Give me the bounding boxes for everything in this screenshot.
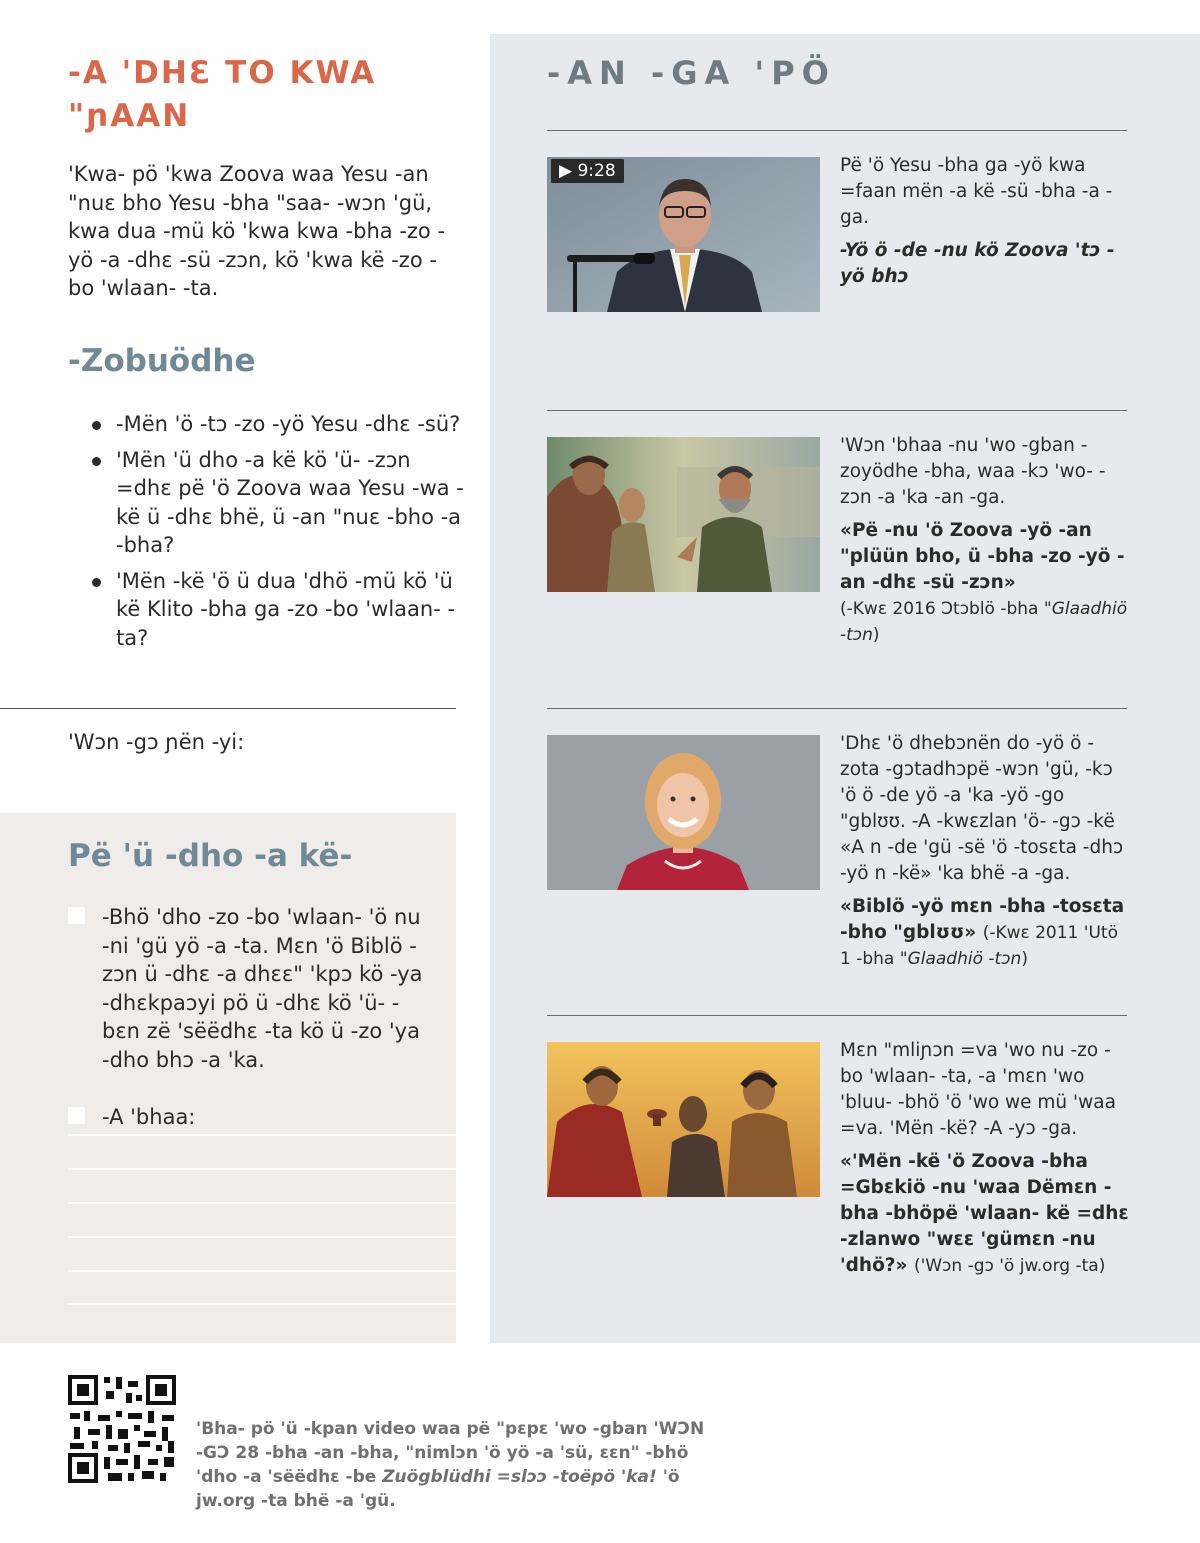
lesson-title: -A 'DHƐ TO KWA "ɲAAN [68,55,377,134]
bullet-icon [92,421,101,430]
resource-description: Pë 'ö Yesu -bha ga -yö kwa =faan mën -a kë -sü -bha -a -ga. [840,155,1113,228]
goals-panel [0,813,456,1343]
dig-deeper-heading: -AN -GA 'PÖ [547,54,836,92]
goal-checkbox[interactable] [68,907,85,924]
video-thumbnail[interactable] [547,157,820,312]
smiling-woman-photo [547,735,820,890]
resource-source: (-Kwɛ 2011 'Utö 1 -bha "Glaadhiö -tɔn) [840,923,1118,969]
qr-code[interactable] [68,1375,176,1483]
resource-entry [840,433,1132,648]
review-questions-list [92,410,464,659]
resource-source: (-Kwɛ 2016 Ɔtɔblö -bha "Glaadhiö -tɔn) [840,599,1128,645]
resource-entry [840,153,1132,290]
resource-link[interactable]: -Yö ö -de -nu kö Zoova 'tɔ -yö bhɔ [840,240,1115,287]
resource-source: ('Wɔn -gɔ 'ö jw.org -ta) [913,1256,1106,1276]
writing-line[interactable] [68,1202,456,1204]
entry-divider [547,410,1127,411]
review-questions-heading: -Zobuödhe [68,343,256,379]
resource-link[interactable]: «'Mën -kë 'ö Zoova -bha =Gbɛkiö -nu 'waa Dëmɛn -bha -bhöpë 'wlaan- kë =dhɛ -zlanwo "wɛɛ 'gümɛn -nu 'dhö?» ('Wɔn -gɔ 'ö jw.org -ta) [840,1151,1129,1276]
goal-text: -A 'bhaa: [102,1105,196,1129]
video-duration-badge: ▶ 9:28 [551,159,624,183]
writing-line[interactable] [68,1134,456,1136]
entry-divider [547,708,1127,709]
review-question: 'Mën 'ü dho -a kë kö 'ü- -zɔn =dhɛ pë 'ö Zoova waa Yesu -wa -kë ü -dhɛ bhë, ü -an "nuɛ -bho -a -bha? [92,446,464,560]
review-question: 'Mën -kë 'ö ü dua 'dhö -mü kö 'ü kë Klito -bha ga -zo -bo 'wlaan- -ta? [92,567,464,653]
article-image[interactable] [547,735,820,890]
resource-description: Mɛn "mliɲɔn =va 'wo nu -zo -bo 'wlaan- -ta, -a 'mɛn 'wo 'bluu- -bhö 'ö 'wo we mü 'waa =va. 'Mën -kë? -A -yɔ -ga. [840,1040,1116,1139]
footer-note: 'Bha- pö 'ü -kpan video waa pë "pɛpɛ 'wo -gban 'WƆN -GƆ 28 -bha -an -bha, "nimlɔn 'ö yö -a 'sü, ɛɛn" -bhö 'dho -a 'sëëdhɛ -be Zuögblüdhi =slɔɔ -toëpö 'ka! 'ö jw.org -ta bhë -a 'gü. [196,1419,705,1511]
goals-heading: Pë 'ü -dho -a kë- [68,838,353,874]
bullet-icon [92,578,101,587]
governing-body-meeting-illustration [547,1042,820,1197]
review-question: -Mën 'ö -tɔ -zo -yö Yesu -dhɛ -sü? [92,410,464,439]
resource-link[interactable]: «Biblö -yö mɛn -bha -tosɛta -bho "gblʊʊ» (-Kwɛ 2011 'Utö 1 -bha "Glaadhiö -tɔn) [840,896,1125,969]
article-image[interactable] [547,1042,820,1197]
goal-checkbox[interactable] [68,1107,85,1124]
resource-description: 'Wɔn 'bhaa -nu 'wo -gban -zoyödhe -bha, waa -kɔ 'wo- -zɔn -a 'ka -an -ga. [840,435,1106,508]
writing-line[interactable] [68,1270,456,1272]
entry-divider [547,1015,1127,1016]
resource-link[interactable]: «Pë -nu 'ö Zoova -yö -an "plüün bho, ü -bha -zo -yö -an -dhɛ -sü -zɔn» [840,520,1125,593]
section-divider [0,708,456,709]
bullet-icon [92,457,101,466]
article-image[interactable] [547,437,820,592]
other-notes-label: 'Wɔn -gɔ ɲën -yi: [68,730,245,754]
resource-description: 'Dhɛ 'ö dhebɔnën do -yö ö -zota -gɔtadhɔpë -wɔn 'gü, -kɔ 'ö ö -de yö -a 'ka -yö -go "gblʊʊ. -A -kwɛzlan 'ö- -gɔ -kë «A n -de 'gü -së 'ö -tosɛta -dhɔ -yö n -kë» 'ka bhë -a -ga. [840,733,1124,884]
play-icon: ▶ [559,161,573,181]
writing-line[interactable] [68,1168,456,1170]
entry-divider [547,130,1127,131]
writing-line[interactable] [68,1303,456,1305]
goal-checklist-item [68,903,428,1074]
resource-entry [840,1038,1132,1279]
goal-text: -Bhö 'dho -zo -bo 'wlaan- 'ö nu -ni 'gü yö -a -ta. Mɛn 'ö Biblö -zɔn ü -dhɛ -a dhɛɛ" 'kpɔ kö -ya -dhɛkpaɔyi pö ü -dhɛ kö 'ü- -bɛn zë 'sëëdhɛ -ta kö ü -zo 'ya -dho bhɔ -a 'ka. [102,905,423,1072]
bible-men-illustration [547,437,820,592]
goal-checklist-item [68,1103,428,1132]
resource-entry [840,731,1132,972]
intro-paragraph: 'Kwa- pö 'kwa Zoova waa Yesu -an "nuɛ bho Yesu -bha "saa- -wɔn 'gü, kwa dua -mü kö 'kwa kwa -bha -zo -yö -a -dhɛ -sü -zɔn, kö 'kwa kë -zo -bo 'wlaan- -ta. [68,162,446,300]
writing-line[interactable] [68,1236,456,1238]
